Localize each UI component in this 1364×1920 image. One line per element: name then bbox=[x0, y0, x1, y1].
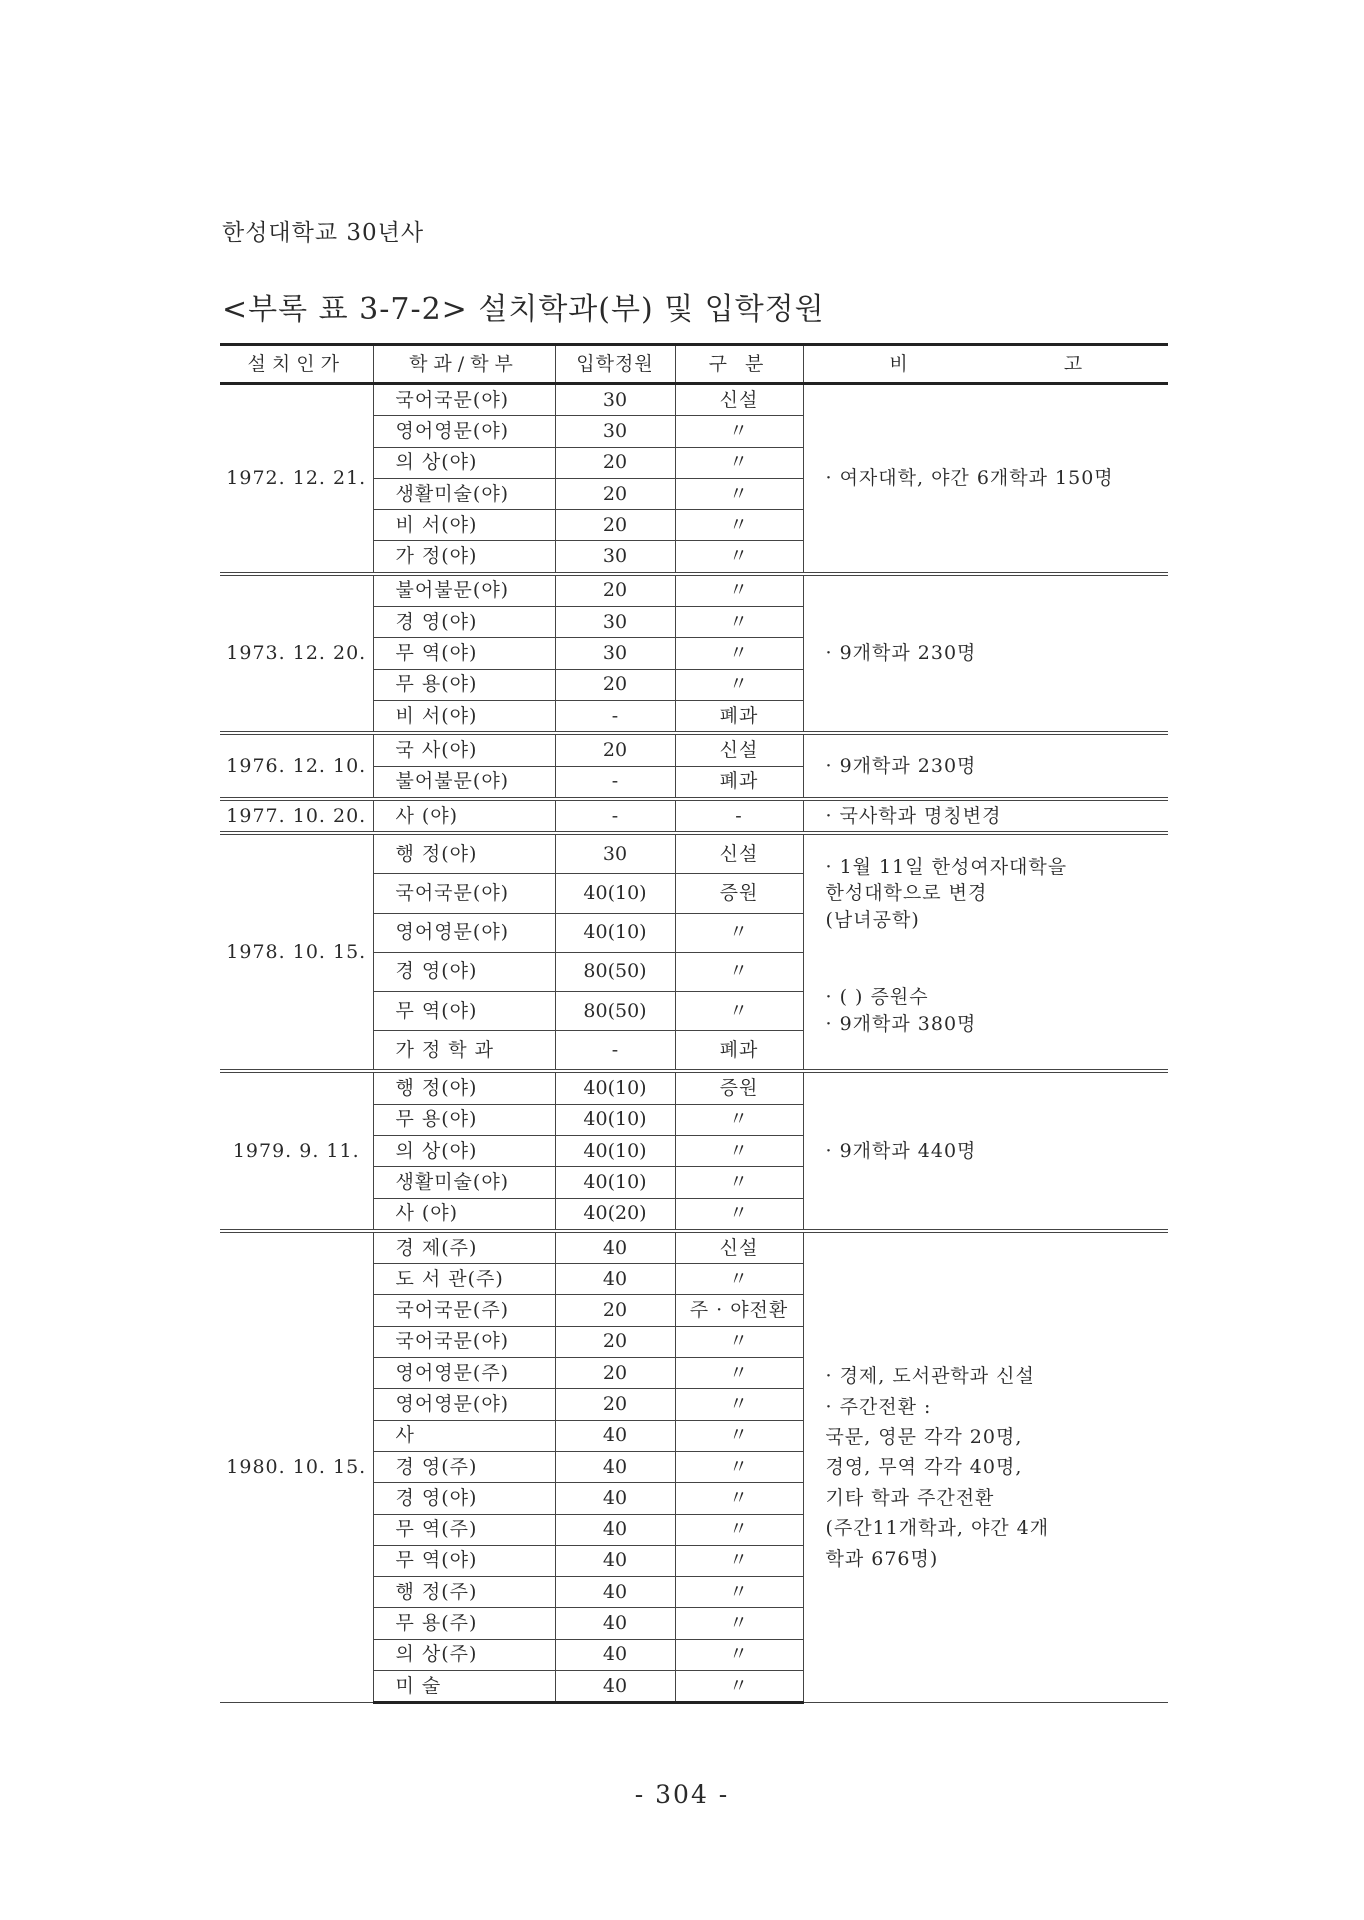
admission-quota: 30 bbox=[555, 638, 675, 669]
department-name: 불어불문(야) bbox=[373, 766, 555, 799]
change-type: 신설 bbox=[675, 1231, 803, 1264]
change-type: 신설 bbox=[675, 833, 803, 874]
change-type: 주 · 야전환 bbox=[675, 1295, 803, 1326]
table-row bbox=[220, 574, 1168, 607]
remarks-note: · 경제, 도서관학과 신설 · 주간전환 : 국문, 영문 각각 20명, 경영, 무역 각각 40명, 기타 학과 주간전환 (주간11개학과, 야간 4개 학과 676명) bbox=[803, 1231, 1168, 1703]
page-number: - 304 - bbox=[634, 1780, 730, 1809]
table-row bbox=[220, 733, 1168, 766]
admission-quota: 20 bbox=[555, 1326, 675, 1357]
change-type: 〃 bbox=[675, 913, 803, 952]
department-name: 무 역(야) bbox=[373, 638, 555, 669]
department-name: 국어국문(주) bbox=[373, 1295, 555, 1326]
change-type: 〃 bbox=[675, 1420, 803, 1451]
admission-quota: 40 bbox=[555, 1608, 675, 1639]
admission-quota: 40(10) bbox=[555, 1071, 675, 1104]
admission-quota: 40 bbox=[555, 1545, 675, 1576]
remarks-note: · 국사학과 명칭변경 bbox=[803, 799, 1168, 833]
table-row bbox=[220, 1071, 1168, 1104]
change-type: 〃 bbox=[675, 1104, 803, 1135]
admission-quota: 30 bbox=[555, 833, 675, 874]
change-type: 〃 bbox=[675, 638, 803, 669]
approval-date: 1972. 12. 21. bbox=[220, 384, 373, 574]
change-type: 〃 bbox=[675, 1545, 803, 1576]
table-title: <부록 표 3-7-2> 설치학과(부) 및 입학정원 bbox=[222, 292, 825, 327]
change-type: 증원 bbox=[675, 1071, 803, 1104]
change-type: 폐과 bbox=[675, 766, 803, 799]
admission-quota: 40 bbox=[555, 1483, 675, 1514]
department-name: 국어국문(야) bbox=[373, 874, 555, 913]
department-name: 사 (야) bbox=[373, 1198, 555, 1231]
table-body bbox=[220, 384, 1168, 1703]
department-name: 비 서(야) bbox=[373, 510, 555, 541]
admission-quota: 40 bbox=[555, 1639, 675, 1670]
running-head: 한성대학교 30년사 bbox=[222, 220, 425, 246]
admission-quota: 40 bbox=[555, 1420, 675, 1451]
admission-quota: 40(20) bbox=[555, 1198, 675, 1231]
department-name: 무 역(야) bbox=[373, 1545, 555, 1576]
change-type: 폐과 bbox=[675, 700, 803, 733]
change-type: 〃 bbox=[675, 1451, 803, 1482]
department-name: 의 상(주) bbox=[373, 1639, 555, 1670]
admission-quota: 20 bbox=[555, 574, 675, 607]
department-name: 행 정(야) bbox=[373, 833, 555, 874]
approval-date: 1976. 12. 10. bbox=[220, 733, 373, 799]
change-type: 〃 bbox=[675, 1389, 803, 1420]
change-type: 〃 bbox=[675, 447, 803, 478]
admission-quota: - bbox=[555, 700, 675, 733]
admission-quota: 30 bbox=[555, 416, 675, 447]
department-name: 사 bbox=[373, 1420, 555, 1451]
change-type: 〃 bbox=[675, 1264, 803, 1295]
admission-quota: 20 bbox=[555, 478, 675, 509]
admission-quota: 20 bbox=[555, 1295, 675, 1326]
department-name: 국어국문(야) bbox=[373, 384, 555, 416]
department-name: 국어국문(야) bbox=[373, 1326, 555, 1357]
change-type: 〃 bbox=[675, 1167, 803, 1198]
department-name: 영어영문(야) bbox=[373, 1389, 555, 1420]
remarks-note: · 9개학과 230명 bbox=[803, 733, 1168, 799]
admission-quota: - bbox=[555, 799, 675, 833]
department-name: 국 사(야) bbox=[373, 733, 555, 766]
approval-date: 1977. 10. 20. bbox=[220, 799, 373, 833]
department-name: 불어불문(야) bbox=[373, 574, 555, 607]
change-type: 〃 bbox=[675, 510, 803, 541]
department-name: 생활미술(야) bbox=[373, 1167, 555, 1198]
change-type: 〃 bbox=[675, 1326, 803, 1357]
change-type: 〃 bbox=[675, 952, 803, 991]
change-type: 폐과 bbox=[675, 1031, 803, 1072]
admission-quota: 30 bbox=[555, 384, 675, 416]
approval-date: 1980. 10. 15. bbox=[220, 1231, 373, 1703]
change-type: 〃 bbox=[675, 669, 803, 700]
column-header: 비 고 bbox=[803, 345, 1168, 384]
remarks-note: · 1월 11일 한성여자대학을 한성대학으로 변경 (남녀공학) bbox=[803, 833, 1168, 952]
admission-quota: 40 bbox=[555, 1671, 675, 1703]
department-name: 행 정(주) bbox=[373, 1577, 555, 1608]
change-type: 〃 bbox=[675, 607, 803, 638]
remarks-note: · 9개학과 230명 bbox=[803, 574, 1168, 733]
admission-quota: 20 bbox=[555, 510, 675, 541]
department-name: 영어영문(야) bbox=[373, 416, 555, 447]
department-name: 사 (야) bbox=[373, 799, 555, 833]
change-type: 〃 bbox=[675, 1198, 803, 1231]
department-name: 경 영(야) bbox=[373, 952, 555, 991]
change-type: 〃 bbox=[675, 1135, 803, 1166]
change-type: 〃 bbox=[675, 574, 803, 607]
admission-quota: 40 bbox=[555, 1577, 675, 1608]
admission-quota: 80(50) bbox=[555, 952, 675, 991]
change-type: 신설 bbox=[675, 733, 803, 766]
change-type: 〃 bbox=[675, 1514, 803, 1545]
department-name: 생활미술(야) bbox=[373, 478, 555, 509]
department-name: 무 용(야) bbox=[373, 1104, 555, 1135]
department-name: 비 서(야) bbox=[373, 700, 555, 733]
department-name: 경 제(주) bbox=[373, 1231, 555, 1264]
column-header: 입학정원 bbox=[555, 345, 675, 384]
approval-date: 1979. 9. 11. bbox=[220, 1071, 373, 1230]
department-name: 가 정 학 과 bbox=[373, 1031, 555, 1072]
admission-quota: 30 bbox=[555, 607, 675, 638]
table-row bbox=[220, 799, 1168, 833]
remarks-note: · 여자대학, 야간 6개학과 150명 bbox=[803, 384, 1168, 574]
department-name: 미 술 bbox=[373, 1671, 555, 1703]
approval-date: 1973. 12. 20. bbox=[220, 574, 373, 733]
admission-quota: 40 bbox=[555, 1514, 675, 1545]
admission-quota: 40(10) bbox=[555, 1104, 675, 1135]
admission-quota: 80(50) bbox=[555, 992, 675, 1031]
admission-quota: 20 bbox=[555, 669, 675, 700]
admission-quota-table bbox=[220, 343, 1168, 1704]
admission-quota: 20 bbox=[555, 1358, 675, 1389]
admission-quota: - bbox=[555, 1031, 675, 1072]
change-type: 〃 bbox=[675, 1639, 803, 1670]
admission-quota: 40(10) bbox=[555, 874, 675, 913]
department-name: 도 서 관(주) bbox=[373, 1264, 555, 1295]
admission-quota: 20 bbox=[555, 1389, 675, 1420]
department-name: 무 역(야) bbox=[373, 992, 555, 1031]
change-type: 증원 bbox=[675, 874, 803, 913]
admission-quota: 20 bbox=[555, 447, 675, 478]
change-type: 〃 bbox=[675, 1577, 803, 1608]
change-type: 〃 bbox=[675, 478, 803, 509]
admission-quota: - bbox=[555, 766, 675, 799]
change-type: 〃 bbox=[675, 416, 803, 447]
department-name: 무 용(야) bbox=[373, 669, 555, 700]
remarks-note: · ( ) 증원수 · 9개학과 380명 bbox=[803, 952, 1168, 1071]
department-name: 행 정(야) bbox=[373, 1071, 555, 1104]
table-row bbox=[220, 1231, 1168, 1264]
column-header: 학과/학부 bbox=[373, 345, 555, 384]
change-type: 신설 bbox=[675, 384, 803, 416]
admission-quota: 40 bbox=[555, 1264, 675, 1295]
department-name: 경 영(야) bbox=[373, 607, 555, 638]
department-name: 가 정(야) bbox=[373, 541, 555, 574]
admission-quota: 30 bbox=[555, 541, 675, 574]
department-name: 경 영(주) bbox=[373, 1451, 555, 1482]
department-name: 영어영문(야) bbox=[373, 913, 555, 952]
department-name: 무 용(주) bbox=[373, 1608, 555, 1639]
change-type: 〃 bbox=[675, 1483, 803, 1514]
change-type: 〃 bbox=[675, 1671, 803, 1703]
department-name: 영어영문(주) bbox=[373, 1358, 555, 1389]
department-name: 경 영(야) bbox=[373, 1483, 555, 1514]
change-type: - bbox=[675, 799, 803, 833]
department-name: 무 역(주) bbox=[373, 1514, 555, 1545]
admission-quota: 40(10) bbox=[555, 913, 675, 952]
column-header: 설치인가 bbox=[220, 345, 373, 384]
admission-quota: 40 bbox=[555, 1231, 675, 1264]
column-header: 구 분 bbox=[675, 345, 803, 384]
table-row bbox=[220, 384, 1168, 416]
admission-quota: 40(10) bbox=[555, 1135, 675, 1166]
department-name: 의 상(야) bbox=[373, 447, 555, 478]
department-name: 의 상(야) bbox=[373, 1135, 555, 1166]
table-row bbox=[220, 833, 1168, 874]
admission-quota: 40(10) bbox=[555, 1167, 675, 1198]
admission-quota: 20 bbox=[555, 733, 675, 766]
change-type: 〃 bbox=[675, 992, 803, 1031]
change-type: 〃 bbox=[675, 1358, 803, 1389]
change-type: 〃 bbox=[675, 541, 803, 574]
admission-quota: 40 bbox=[555, 1451, 675, 1482]
change-type: 〃 bbox=[675, 1608, 803, 1639]
approval-date: 1978. 10. 15. bbox=[220, 833, 373, 1071]
remarks-note: · 9개학과 440명 bbox=[803, 1071, 1168, 1230]
table-header-row bbox=[220, 345, 1168, 384]
